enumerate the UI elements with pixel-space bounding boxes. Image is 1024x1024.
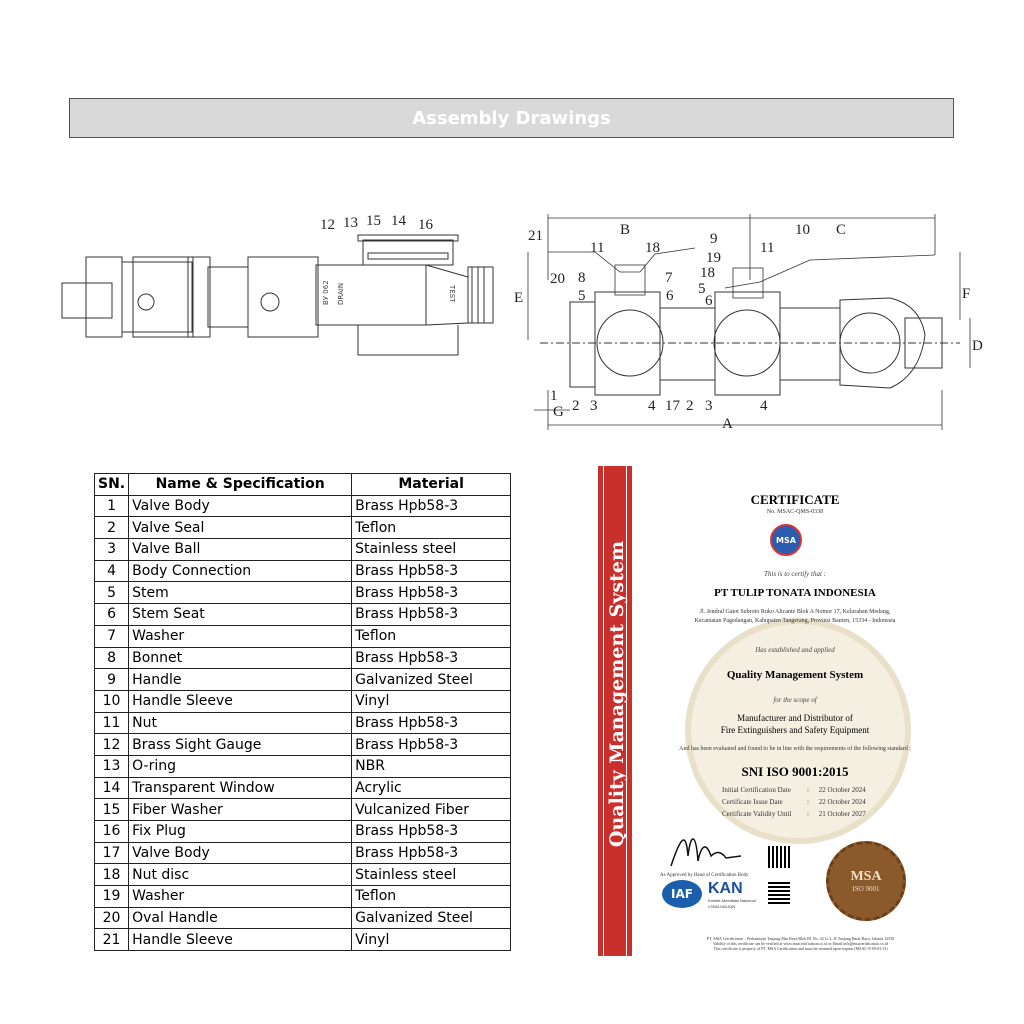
row-sn: 1 [95, 495, 129, 517]
table-row [95, 886, 511, 908]
table-row [95, 690, 511, 712]
row-name: Washer [129, 886, 352, 908]
scope-line-1: Manufacturer and Distributor of [737, 713, 853, 723]
part-label-17: 17 [665, 398, 680, 414]
part-label-8: 8 [578, 270, 586, 286]
qr-code-icon-2 [768, 882, 790, 904]
kan-logo: KAN [708, 880, 743, 897]
date-row: Certificate Validity Until : 21 October 2027 [722, 810, 866, 818]
part-label-15: 15 [366, 213, 381, 229]
part-label-12: 12 [320, 217, 335, 233]
table-row [95, 712, 511, 734]
row-name: Valve Body [129, 842, 352, 864]
row-sn: 19 [95, 886, 129, 908]
part-label-9: 9 [710, 231, 718, 247]
row-sn: 21 [95, 929, 129, 951]
part-label-5a: 5 [578, 288, 586, 304]
row-material: NBR [352, 755, 511, 777]
table-row [95, 625, 511, 647]
part-label-2b: 2 [686, 398, 694, 414]
valve-side-view-drawing [58, 205, 508, 375]
table-row [95, 842, 511, 864]
row-name: Valve Seal [129, 517, 352, 539]
iaf-text: IAF [671, 887, 693, 901]
part-label-18a: 18 [645, 240, 660, 256]
row-material: Brass Hpb58-3 [352, 560, 511, 582]
iso-certificate [598, 466, 948, 956]
row-material: Brass Hpb58-3 [352, 495, 511, 517]
approval-text: As Approved by Head of Certification Body [660, 873, 749, 878]
row-name: Nut [129, 712, 352, 734]
footer-line-2: Validity of this certificate can be verified at www.msacertification.co.id or Email info@msacertification.co.id [712, 941, 889, 946]
part-label-10: 10 [795, 222, 810, 238]
footer-line-1: PT. MSA Certification – Perkantoran Tanjung Mas Raya Blok B1 No. 44 Lt.3, Jl. Tanjung Barat Raya, Jakarta 12530 [706, 936, 895, 941]
row-sn: 7 [95, 625, 129, 647]
part-label-20: 20 [550, 271, 565, 287]
parts-table [94, 473, 511, 951]
table-row [95, 604, 511, 626]
stripe-text: Quality Management System [606, 540, 628, 848]
row-sn: 6 [95, 604, 129, 626]
part-label-3a: 3 [590, 398, 598, 414]
row-name: Handle Sleeve [129, 929, 352, 951]
company-name: PT TULIP TONATA INDONESIA [714, 587, 876, 599]
test-text: TEST [448, 285, 456, 303]
table-row [95, 539, 511, 561]
dim-label-d: D [972, 338, 983, 354]
scope-line-2: Fire Extinguishers and Safety Equipment [720, 725, 870, 735]
row-material: Brass Hpb58-3 [352, 712, 511, 734]
qr-code-icon [768, 846, 790, 868]
dim-label-f: F [962, 286, 971, 302]
row-material: Teflon [352, 625, 511, 647]
row-sn: 2 [95, 517, 129, 539]
table-row [95, 929, 511, 951]
date-label: Certificate Issue Date [722, 798, 783, 806]
row-sn: 13 [95, 755, 129, 777]
section-banner [69, 98, 954, 138]
row-name: Valve Ball [129, 539, 352, 561]
row-name: Brass Sight Gauge [129, 734, 352, 756]
row-material: Brass Hpb58-3 [352, 842, 511, 864]
row-sn: 9 [95, 669, 129, 691]
msa-logo [770, 524, 802, 556]
row-name: Fiber Washer [129, 799, 352, 821]
row-material: Vulcanized Fiber [352, 799, 511, 821]
seal-text: MSA [850, 869, 882, 884]
table-row [95, 799, 511, 821]
row-name: O-ring [129, 755, 352, 777]
footer-line-3: This certificate is property of PT. MSA Certification and must be returned upon request (MSAC-F-09-03.13) [713, 946, 888, 951]
seal-subtext: ISO 9001 [852, 885, 880, 893]
row-sn: 20 [95, 907, 129, 929]
part-label-6a: 6 [666, 288, 674, 304]
row-material: Stainless steel [352, 539, 511, 561]
row-name: Oval Handle [129, 907, 352, 929]
row-material: Teflon [352, 517, 511, 539]
table-row [95, 647, 511, 669]
evaluation-text: And has been evaluated and found to be in line with the requirements of the following standard : [679, 746, 911, 752]
scope-intro: for the scope of [773, 696, 817, 704]
row-name: Stem Seat [129, 604, 352, 626]
row-sn: 16 [95, 821, 129, 843]
row-sn: 10 [95, 690, 129, 712]
msa-logo-text: MSA [776, 535, 796, 545]
kan-code: LSSM-083-IDN [708, 904, 736, 909]
table-row [95, 582, 511, 604]
table-row [95, 755, 511, 777]
row-name: Body Connection [129, 560, 352, 582]
certify-intro: This is to certify that : [763, 570, 827, 578]
part-label-2a: 2 [572, 398, 580, 414]
signature [666, 826, 746, 871]
row-name: Stem [129, 582, 352, 604]
column-header-sn: SN. [95, 474, 129, 496]
dim-label-g: G [553, 404, 564, 420]
part-label-13: 13 [343, 215, 358, 231]
company-address-2: Kecamatan Pagedangan, Kabupaten Tangerang, Provinsi Banten, 15334 - Indonesia [694, 618, 896, 624]
row-name: Handle Sleeve [129, 690, 352, 712]
certificate-footer [658, 936, 943, 951]
part-label-6b: 6 [705, 293, 713, 309]
part-label-7: 7 [665, 270, 673, 286]
part-label-5b: 5 [698, 281, 706, 297]
column-header-name: Name & Specification [129, 474, 352, 496]
date-value: 22 October 2024 [818, 798, 866, 806]
part-label-19: 19 [706, 250, 721, 266]
date-row: Initial Certification Date : 22 October 2024 [722, 786, 866, 794]
certificate-side-stripe [598, 466, 632, 956]
row-material: Brass Hpb58-3 [352, 582, 511, 604]
row-material: Vinyl [352, 929, 511, 951]
msa-seal-icon [826, 841, 906, 921]
date-row: Certificate Issue Date : 22 October 2024 [722, 798, 866, 806]
section-title: Assembly Drawings [412, 107, 611, 129]
valve-section-drawing [514, 210, 990, 440]
part-label-11a: 11 [590, 240, 605, 256]
table-row [95, 777, 511, 799]
part-label-4a: 4 [648, 398, 656, 414]
row-material: Galvanized Steel [352, 907, 511, 929]
dim-label-b: B [620, 222, 631, 238]
drain-text: DRAIN [337, 282, 345, 305]
part-label-4b: 4 [760, 398, 768, 414]
table-row [95, 517, 511, 539]
column-header-material: Material [352, 474, 511, 496]
certificate-number: No. MSAC-QMS-0338 [766, 509, 824, 515]
part-label-18b: 18 [700, 265, 715, 281]
row-material: Brass Hpb58-3 [352, 821, 511, 843]
table-row [95, 734, 511, 756]
table-header-row [95, 474, 511, 496]
dim-label-e: E [514, 290, 524, 306]
row-material: Brass Hpb58-3 [352, 604, 511, 626]
table-row [95, 907, 511, 929]
table-row [95, 669, 511, 691]
row-name: Nut disc [129, 864, 352, 886]
row-material: Galvanized Steel [352, 669, 511, 691]
date-value: 22 October 2024 [818, 786, 866, 794]
row-sn: 14 [95, 777, 129, 799]
row-sn: 11 [95, 712, 129, 734]
row-name: Handle [129, 669, 352, 691]
table-row [95, 821, 511, 843]
date-label: Certificate Validity Until [722, 810, 792, 818]
date-value: 21 October 2027 [818, 810, 866, 818]
row-sn: 12 [95, 734, 129, 756]
table-row [95, 495, 511, 517]
table-row [95, 864, 511, 886]
company-address-1: Jl. Jendral Gatot Subroto Ruko Alicante Blok A Nomor 17, Kelurahan Medang, [699, 609, 891, 615]
part-label-11b: 11 [760, 240, 775, 256]
dim-label-c: C [836, 222, 847, 238]
row-sn: 18 [95, 864, 129, 886]
dim-label-21: 21 [528, 228, 543, 244]
row-sn: 4 [95, 560, 129, 582]
row-sn: 17 [95, 842, 129, 864]
row-sn: 5 [95, 582, 129, 604]
valve-model-text: ВУ 062 [322, 280, 330, 305]
row-name: Transparent Window [129, 777, 352, 799]
row-sn: 15 [95, 799, 129, 821]
certificate-title: CERTIFICATE [750, 492, 840, 507]
part-label-16: 16 [418, 217, 433, 233]
row-sn: 8 [95, 647, 129, 669]
part-label-1: 1 [550, 388, 558, 404]
row-name: Bonnet [129, 647, 352, 669]
standard-name: SNI ISO 9001:2015 [741, 764, 849, 779]
system-name: Quality Management System [726, 669, 864, 681]
row-material: Brass Hpb58-3 [352, 734, 511, 756]
row-sn: 3 [95, 539, 129, 561]
row-material: Teflon [352, 886, 511, 908]
row-name: Fix Plug [129, 821, 352, 843]
table-row [95, 560, 511, 582]
row-material: Stainless steel [352, 864, 511, 886]
certificate-dates [722, 784, 866, 820]
row-name: Valve Body [129, 495, 352, 517]
iaf-logo [662, 880, 702, 908]
kan-subtitle: Komite Akreditasi Nasional [708, 898, 756, 903]
row-name: Washer [129, 625, 352, 647]
dim-label-a: A [722, 416, 733, 432]
established-text: Has established and applied [755, 646, 835, 654]
part-label-3b: 3 [705, 398, 713, 414]
row-material: Brass Hpb58-3 [352, 647, 511, 669]
row-material: Vinyl [352, 690, 511, 712]
row-material: Acrylic [352, 777, 511, 799]
part-label-14: 14 [391, 213, 406, 229]
date-label: Initial Certification Date [722, 786, 791, 794]
